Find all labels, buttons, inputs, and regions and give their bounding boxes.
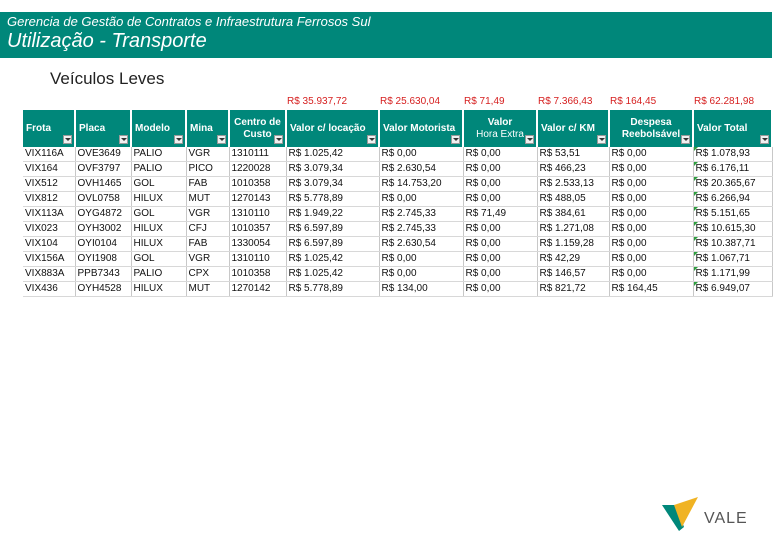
filter-dropdown-icon[interactable] xyxy=(174,135,183,144)
cell-total[interactable]: R$ 10.615,30 xyxy=(693,222,772,237)
cell-modelo[interactable]: HILUX xyxy=(131,222,186,237)
table-row xyxy=(23,252,772,267)
cell-frota[interactable]: VIX164 xyxy=(23,162,75,177)
vale-logo-icon xyxy=(662,497,702,531)
cell-hora[interactable]: R$ 0,00 xyxy=(463,192,537,207)
cell-mina[interactable]: PICO xyxy=(186,162,229,177)
cell-frota[interactable]: VIX512 xyxy=(23,177,75,192)
col-label-total: Valor Total xyxy=(697,122,748,134)
col-header-placa[interactable] xyxy=(75,110,131,147)
cell-mina[interactable]: MUT xyxy=(186,282,229,297)
cell-placa[interactable]: OVL0758 xyxy=(75,192,131,207)
cell-locacao[interactable]: R$ 3.079,34 xyxy=(286,162,379,177)
col-label-despesa-2: Reebolsável xyxy=(621,128,681,140)
filter-dropdown-icon[interactable] xyxy=(217,135,226,144)
cell-mina[interactable]: MUT xyxy=(186,192,229,207)
cell-frota[interactable]: VIX116A xyxy=(23,147,75,162)
cell-frota[interactable]: VIX023 xyxy=(23,222,75,237)
cell-total[interactable]: R$ 1.067,71 xyxy=(693,252,772,267)
filter-dropdown-icon[interactable] xyxy=(681,135,690,144)
cell-placa[interactable]: OVH1465 xyxy=(75,177,131,192)
cell-locacao[interactable]: R$ 1.949,22 xyxy=(286,207,379,222)
filter-dropdown-icon[interactable] xyxy=(760,135,769,144)
cell-despesa[interactable]: R$ 0,00 xyxy=(609,192,693,207)
cell-total[interactable]: R$ 6.949,07 xyxy=(693,282,772,297)
cell-mina[interactable]: VGR xyxy=(186,207,229,222)
cell-hora[interactable]: R$ 0,00 xyxy=(463,282,537,297)
table-header-row xyxy=(23,110,772,147)
cell-frota[interactable]: VIX104 xyxy=(23,237,75,252)
total-hora-extra: R$ 71,49 xyxy=(464,96,505,107)
cell-km[interactable]: R$ 488,05 xyxy=(537,192,609,207)
cell-despesa[interactable]: R$ 0,00 xyxy=(609,237,693,252)
cell-frota[interactable]: VIX113A xyxy=(23,207,75,222)
table-row xyxy=(23,207,772,222)
vehicles-table xyxy=(23,110,773,297)
col-header-frota[interactable] xyxy=(23,110,75,147)
cell-total[interactable]: R$ 20.365,67 xyxy=(693,177,772,192)
cell-placa[interactable]: OYI1908 xyxy=(75,252,131,267)
cell-mina[interactable]: FAB xyxy=(186,177,229,192)
cell-hora[interactable]: R$ 0,00 xyxy=(463,177,537,192)
page-title: Utilização - Transporte xyxy=(7,30,207,52)
table-row xyxy=(23,282,772,297)
filter-dropdown-icon[interactable] xyxy=(451,135,460,144)
cell-hora[interactable]: R$ 0,00 xyxy=(463,147,537,162)
cell-total[interactable]: R$ 6.176,11 xyxy=(693,162,772,177)
cell-motorista[interactable]: R$ 134,00 xyxy=(379,282,463,297)
table-row xyxy=(23,267,772,282)
cell-total[interactable]: R$ 1.171,99 xyxy=(693,267,772,282)
cell-placa[interactable]: OYG4872 xyxy=(75,207,131,222)
col-header-total[interactable] xyxy=(693,110,772,147)
cell-centro[interactable]: 1270142 xyxy=(229,282,286,297)
cell-total[interactable]: R$ 5.151,65 xyxy=(693,207,772,222)
vale-logo xyxy=(662,497,772,531)
col-header-modelo[interactable] xyxy=(131,110,186,147)
cell-placa[interactable]: OYI0104 xyxy=(75,237,131,252)
cell-placa[interactable]: OYH4528 xyxy=(75,282,131,297)
cell-centro[interactable]: 1220028 xyxy=(229,162,286,177)
cell-modelo[interactable]: HILUX xyxy=(131,192,186,207)
cell-km[interactable]: R$ 146,57 xyxy=(537,267,609,282)
col-label-placa: Placa xyxy=(79,122,106,134)
col-header-motorista[interactable] xyxy=(379,110,463,147)
cell-modelo[interactable]: GOL xyxy=(131,207,186,222)
cell-hora[interactable]: R$ 71,49 xyxy=(463,207,537,222)
col-label-locacao: Valor c/ locação xyxy=(290,122,366,134)
cell-locacao[interactable]: R$ 5.778,89 xyxy=(286,192,379,207)
cell-despesa[interactable]: R$ 0,00 xyxy=(609,147,693,162)
cell-hora[interactable]: R$ 0,00 xyxy=(463,267,537,282)
total-motorista: R$ 25.630,04 xyxy=(380,96,441,107)
col-label-km: Valor c/ KM xyxy=(541,122,595,134)
cell-modelo[interactable]: GOL xyxy=(131,177,186,192)
cell-total[interactable]: R$ 1.078,93 xyxy=(693,147,772,162)
col-header-despesa[interactable] xyxy=(609,110,693,147)
cell-locacao[interactable]: R$ 3.079,34 xyxy=(286,177,379,192)
col-label-mina: Mina xyxy=(190,122,213,134)
cell-motorista[interactable]: R$ 2.630,54 xyxy=(379,162,463,177)
cell-despesa[interactable]: R$ 0,00 xyxy=(609,222,693,237)
cell-placa[interactable]: OVE3649 xyxy=(75,147,131,162)
cell-modelo[interactable]: GOL xyxy=(131,252,186,267)
cell-locacao[interactable]: R$ 1.025,42 xyxy=(286,147,379,162)
filter-dropdown-icon[interactable] xyxy=(367,135,376,144)
col-label-hora-1: Valor xyxy=(487,116,513,128)
cell-hora[interactable]: R$ 0,00 xyxy=(463,162,537,177)
cell-despesa[interactable]: R$ 0,00 xyxy=(609,267,693,282)
table-row xyxy=(23,177,772,192)
cell-despesa[interactable]: R$ 164,45 xyxy=(609,282,693,297)
col-header-centro[interactable] xyxy=(229,110,286,147)
col-label-centro-1: Centro de xyxy=(234,116,281,128)
cell-motorista[interactable]: R$ 0,00 xyxy=(379,267,463,282)
filter-dropdown-icon[interactable] xyxy=(63,135,72,144)
cell-centro[interactable]: 1310110 xyxy=(229,207,286,222)
cell-modelo[interactable]: HILUX xyxy=(131,237,186,252)
col-label-frota: Frota xyxy=(26,122,51,134)
cell-placa[interactable]: OVF3797 xyxy=(75,162,131,177)
cell-km[interactable]: R$ 42,29 xyxy=(537,252,609,267)
cell-mina[interactable]: CFJ xyxy=(186,222,229,237)
cell-km[interactable]: R$ 1.271,08 xyxy=(537,222,609,237)
table-row xyxy=(23,162,772,177)
cell-km[interactable]: R$ 466,23 xyxy=(537,162,609,177)
cell-km[interactable]: R$ 2.533,13 xyxy=(537,177,609,192)
cell-placa[interactable]: PPB7343 xyxy=(75,267,131,282)
col-label-despesa-1: Despesa xyxy=(630,116,672,128)
cell-locacao[interactable]: R$ 1.025,42 xyxy=(286,252,379,267)
cell-motorista[interactable]: R$ 14.753,20 xyxy=(379,177,463,192)
cell-total[interactable]: R$ 6.266,94 xyxy=(693,192,772,207)
cell-motorista[interactable]: R$ 2.745,33 xyxy=(379,207,463,222)
cell-motorista[interactable]: R$ 0,00 xyxy=(379,192,463,207)
cell-despesa[interactable]: R$ 0,00 xyxy=(609,177,693,192)
cell-modelo[interactable]: PALIO xyxy=(131,147,186,162)
cell-centro[interactable]: 1330054 xyxy=(229,237,286,252)
header-bar xyxy=(0,12,772,58)
table-row xyxy=(23,237,772,252)
col-header-mina[interactable] xyxy=(186,110,229,147)
cell-despesa[interactable]: R$ 0,00 xyxy=(609,252,693,267)
cell-frota[interactable]: VIX436 xyxy=(23,282,75,297)
col-label-hora-2: Hora Extra xyxy=(476,128,524,140)
cell-motorista[interactable]: R$ 0,00 xyxy=(379,252,463,267)
cell-despesa[interactable]: R$ 0,00 xyxy=(609,207,693,222)
cell-centro[interactable]: 1310111 xyxy=(229,147,286,162)
col-header-km[interactable] xyxy=(537,110,609,147)
total-locacao: R$ 35.937,72 xyxy=(287,96,348,107)
cell-hora[interactable]: R$ 0,00 xyxy=(463,237,537,252)
total-valor: R$ 62.281,98 xyxy=(694,96,755,107)
col-label-motorista: Valor Motorista xyxy=(383,122,456,134)
col-label-modelo: Modelo xyxy=(135,122,170,134)
filter-dropdown-icon[interactable] xyxy=(597,135,606,144)
table-row xyxy=(23,192,772,207)
cell-km[interactable]: R$ 53,51 xyxy=(537,147,609,162)
cell-motorista[interactable]: R$ 2.745,33 xyxy=(379,222,463,237)
cell-locacao[interactable]: R$ 6.597,89 xyxy=(286,237,379,252)
total-km: R$ 7.366,43 xyxy=(538,96,593,107)
cell-modelo[interactable]: HILUX xyxy=(131,282,186,297)
cell-total[interactable]: R$ 10.387,71 xyxy=(693,237,772,252)
table-row xyxy=(23,222,772,237)
cell-mina[interactable]: VGR xyxy=(186,252,229,267)
cell-frota[interactable]: VIX812 xyxy=(23,192,75,207)
total-despesa: R$ 164,45 xyxy=(610,96,657,107)
cell-centro[interactable]: 1310110 xyxy=(229,252,286,267)
cell-motorista[interactable]: R$ 2.630,54 xyxy=(379,237,463,252)
cell-locacao[interactable]: R$ 6.597,89 xyxy=(286,222,379,237)
cell-centro[interactable]: 1010357 xyxy=(229,222,286,237)
cell-locacao[interactable]: R$ 5.778,89 xyxy=(286,282,379,297)
cell-placa[interactable]: OYH3002 xyxy=(75,222,131,237)
filter-dropdown-icon[interactable] xyxy=(119,135,128,144)
cell-mina[interactable]: VGR xyxy=(186,147,229,162)
col-header-hora-extra[interactable] xyxy=(463,110,537,147)
cell-km[interactable]: R$ 821,72 xyxy=(537,282,609,297)
cell-locacao[interactable]: R$ 1.025,42 xyxy=(286,267,379,282)
table-body xyxy=(23,147,772,297)
cell-centro[interactable]: 1270143 xyxy=(229,192,286,207)
cell-frota[interactable]: VIX156A xyxy=(23,252,75,267)
filter-dropdown-icon[interactable] xyxy=(274,135,283,144)
cell-mina[interactable]: FAB xyxy=(186,237,229,252)
col-header-locacao[interactable] xyxy=(286,110,379,147)
cell-frota[interactable]: VIX883A xyxy=(23,267,75,282)
section-label: Veículos Leves xyxy=(50,69,165,88)
cell-modelo[interactable]: PALIO xyxy=(131,162,186,177)
filter-dropdown-icon[interactable] xyxy=(525,135,534,144)
col-label-centro-2: Custo xyxy=(243,128,272,140)
cell-centro[interactable]: 1010358 xyxy=(229,267,286,282)
cell-hora[interactable]: R$ 0,00 xyxy=(463,252,537,267)
cell-mina[interactable]: CPX xyxy=(186,267,229,282)
table-row xyxy=(23,147,772,162)
cell-km[interactable]: R$ 1.159,28 xyxy=(537,237,609,252)
cell-km[interactable]: R$ 384,61 xyxy=(537,207,609,222)
cell-centro[interactable]: 1010358 xyxy=(229,177,286,192)
cell-despesa[interactable]: R$ 0,00 xyxy=(609,162,693,177)
cell-motorista[interactable]: R$ 0,00 xyxy=(379,147,463,162)
cell-hora[interactable]: R$ 0,00 xyxy=(463,222,537,237)
cell-modelo[interactable]: PALIO xyxy=(131,267,186,282)
vale-logo-text: VALE xyxy=(704,510,748,527)
header-subtitle: Gerencia de Gestão de Contratos e Infraestrutura Ferrosos Sul xyxy=(7,14,371,29)
